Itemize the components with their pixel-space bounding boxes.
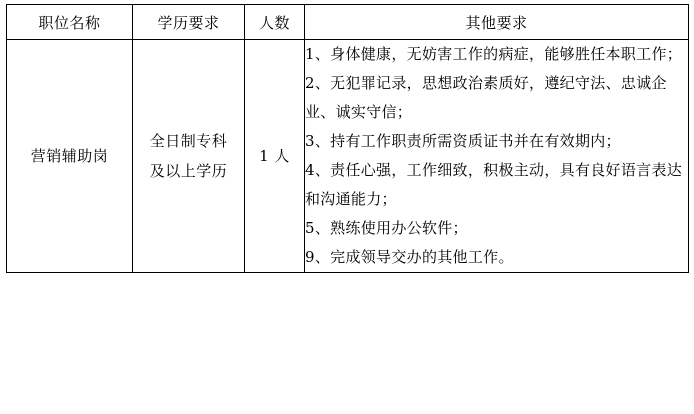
requirement-item: 1、身体健康，无妨害工作的病症，能够胜任本职工作； [305,45,683,63]
cell-other-requirements [305,40,689,273]
cell-education [133,40,245,273]
header-other-requirements: 其他要求 [305,5,689,40]
requirement-item: 3、持有工作职责所需资质证书并在有效期内； [305,132,621,150]
requirement-item: 9、完成领导交办的其他工作。 [305,248,514,266]
requirement-item: 2、无犯罪记录，思想政治素质好，遵纪守法、忠诚企业、诚实守信； [305,74,667,121]
requirement-item: 5、熟练使用办公软件； [305,219,468,237]
header-position: 职位名称 [7,5,133,40]
table-body [7,40,689,273]
header-education: 学历要求 [133,5,245,40]
job-requirements-table [6,4,689,273]
table-header [7,5,689,40]
cell-count: 1 人 [245,40,305,273]
requirement-item: 4、责任心强，工作细致，积极主动，具有良好语言表达和沟通能力； [305,161,683,208]
education-line-2: 及以上学历 [149,162,228,180]
header-count: 人数 [245,5,305,40]
education-line-1: 全日制专科 [149,132,228,150]
cell-position: 营销辅助岗 [7,40,133,273]
table-header-row [7,5,689,40]
table-row [7,40,689,273]
